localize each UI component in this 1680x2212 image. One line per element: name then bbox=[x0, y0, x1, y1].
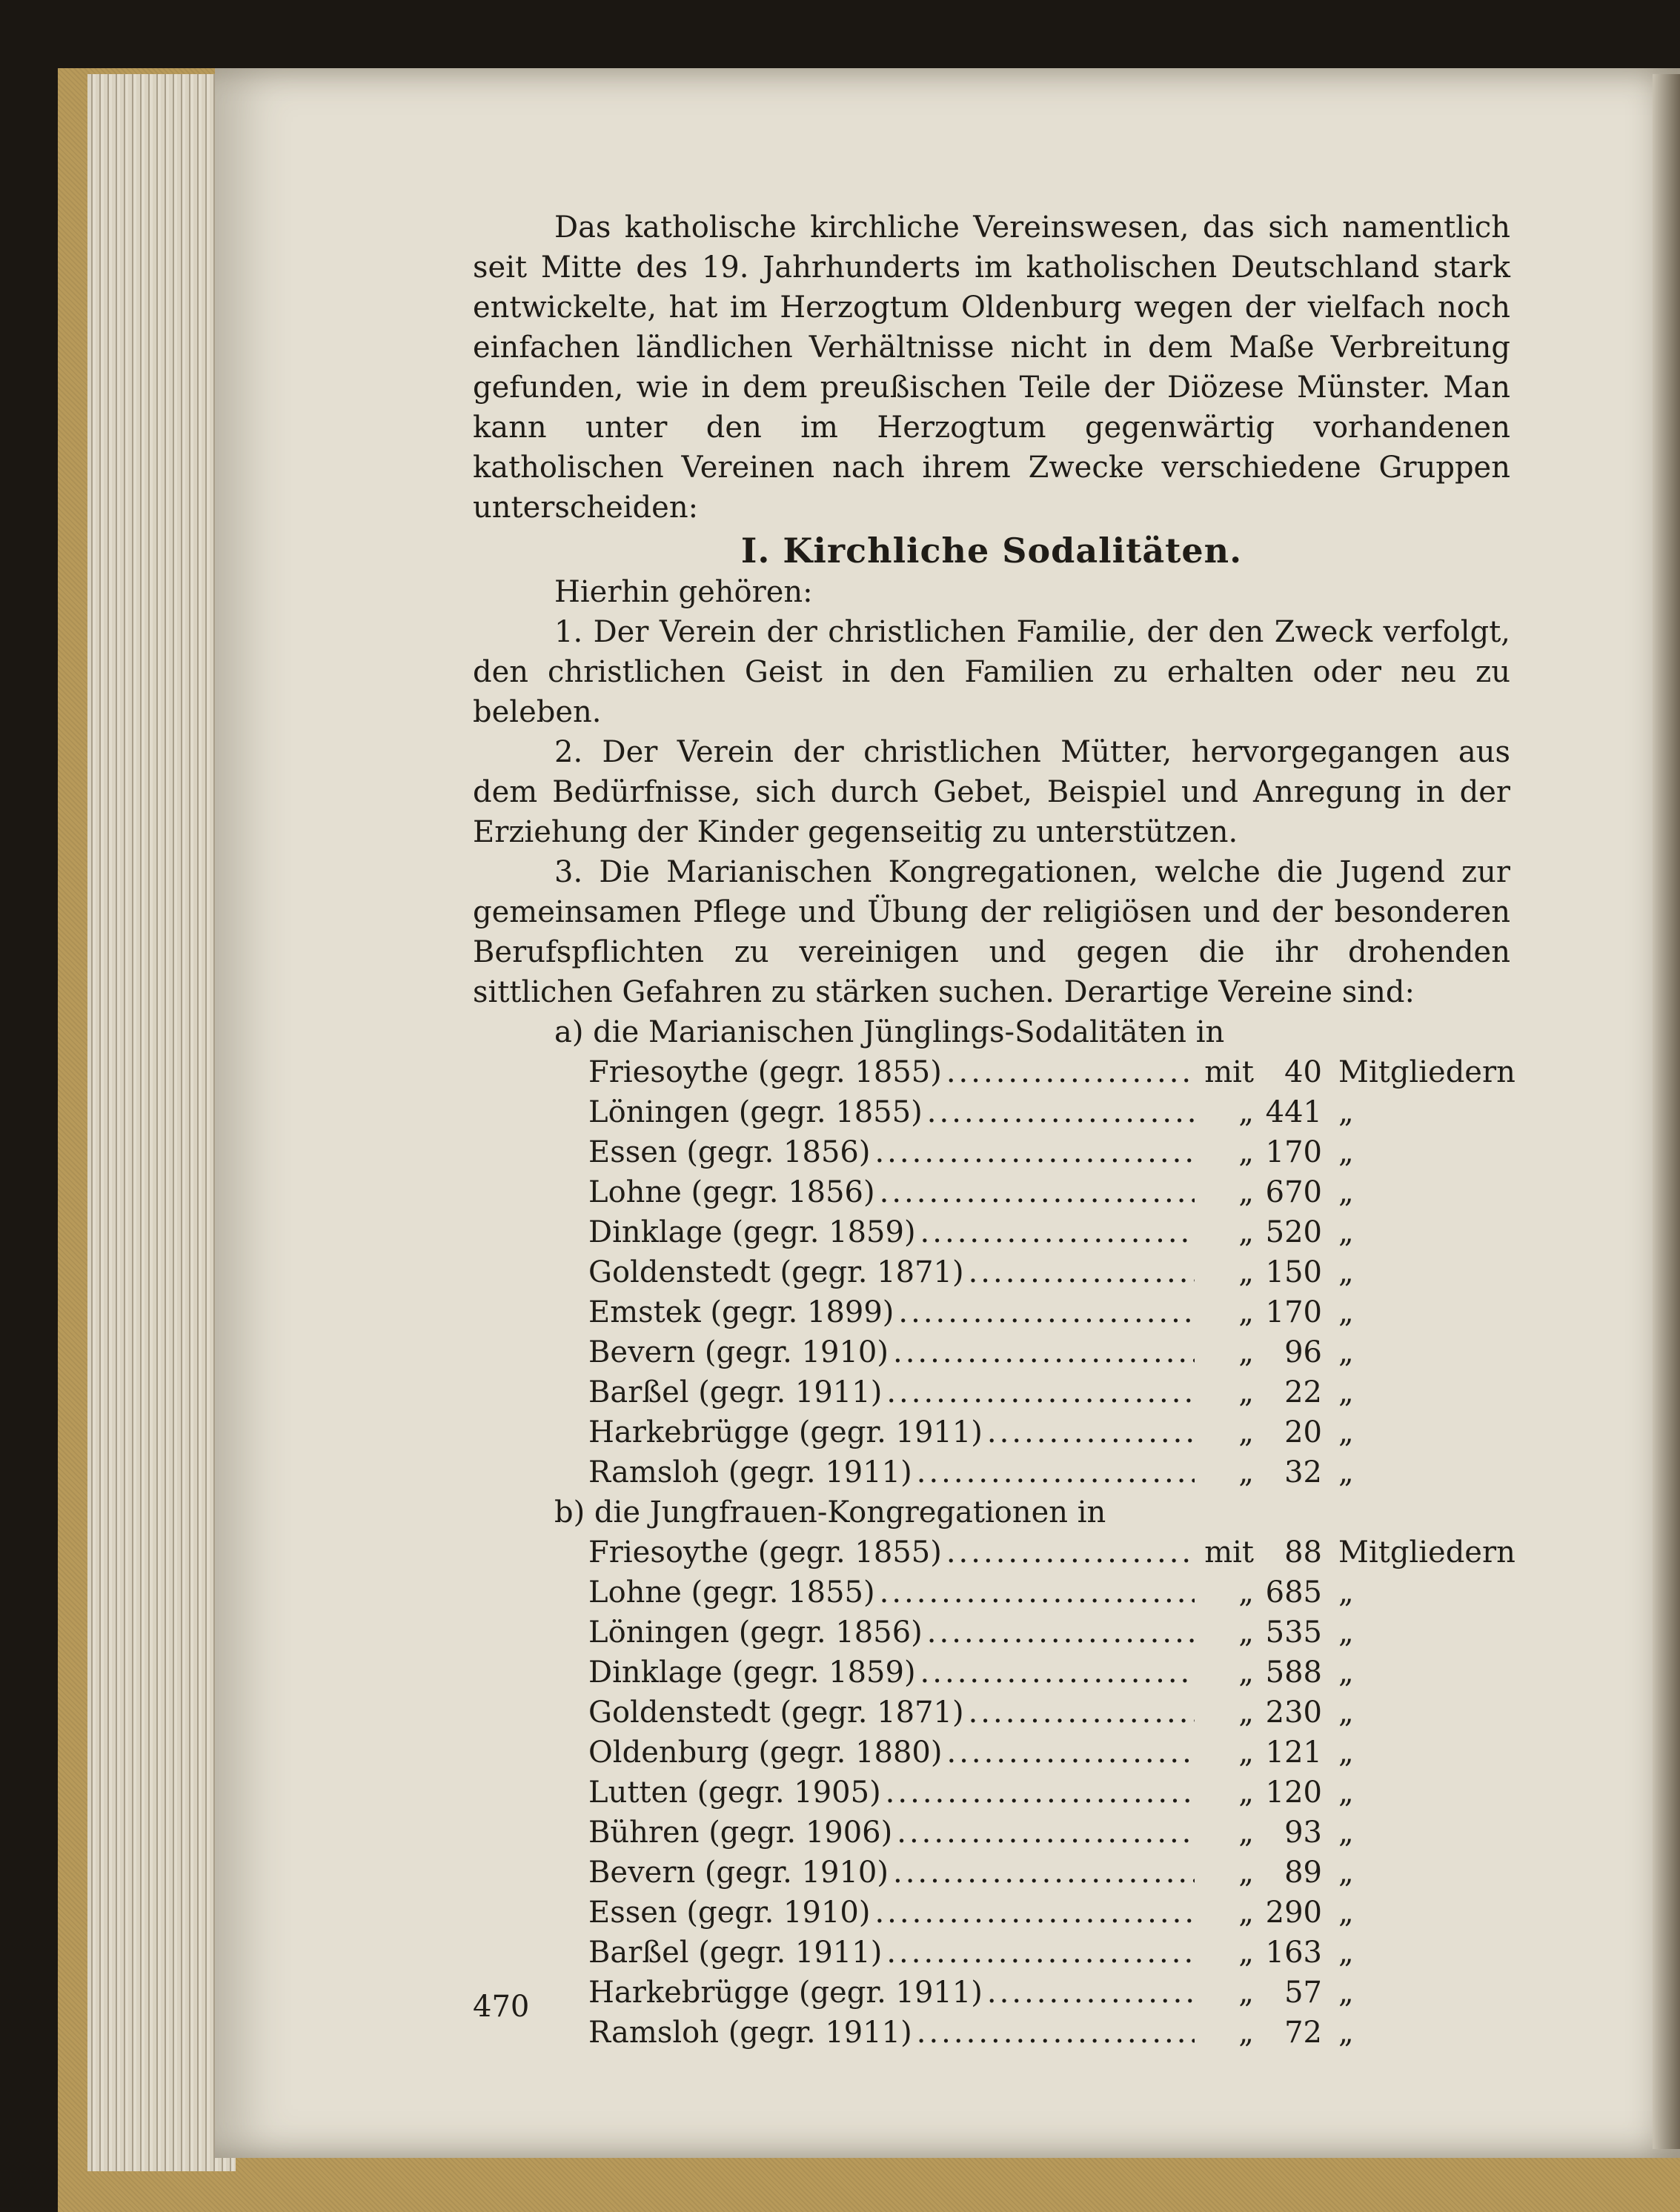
book-gutter-shadow bbox=[1653, 74, 1680, 2149]
row-unit: „ bbox=[1338, 1135, 1354, 1169]
list-row bbox=[473, 1052, 1515, 1092]
row-name: Oldenburg (gegr. 1880) bbox=[588, 1736, 943, 1770]
row-unit: „ bbox=[1338, 1615, 1354, 1650]
list-row bbox=[473, 1132, 1510, 1172]
row-mit: „ bbox=[1238, 1375, 1254, 1409]
row-name: Lohne (gegr. 1856) bbox=[588, 1175, 875, 1209]
row-count: 89 bbox=[1284, 1856, 1322, 1890]
row-count: 441 bbox=[1265, 1095, 1322, 1129]
row-mit: „ bbox=[1238, 1976, 1254, 2010]
row-leader-dots bbox=[920, 1653, 1195, 1693]
row-unit: „ bbox=[1338, 1936, 1354, 1970]
list-row bbox=[473, 1572, 1510, 1612]
row-count: 88 bbox=[1284, 1535, 1322, 1570]
row-leader-dots bbox=[874, 1893, 1195, 1933]
row-unit: „ bbox=[1338, 1856, 1354, 1890]
row-count: 72 bbox=[1284, 2016, 1322, 2050]
list-row bbox=[473, 1092, 1510, 1132]
row-leader-dots bbox=[920, 1212, 1195, 1252]
row-leader-dots bbox=[987, 1412, 1195, 1452]
row-leader-dots bbox=[886, 1933, 1195, 1973]
list-a-heading: a) die Marianischen Jünglings-Sodalitäten in bbox=[554, 1015, 1225, 1049]
row-unit: „ bbox=[1338, 1295, 1354, 1329]
row-mit: „ bbox=[1238, 1255, 1254, 1289]
row-leader-dots bbox=[874, 1132, 1195, 1172]
section-heading: I. Kirchliche Sodalitäten. bbox=[740, 531, 1243, 571]
row-unit: „ bbox=[1338, 1736, 1354, 1770]
row-mit: „ bbox=[1238, 1615, 1254, 1650]
row-leader-dots bbox=[969, 1252, 1195, 1292]
row-mit: „ bbox=[1238, 1175, 1254, 1209]
row-count: 22 bbox=[1284, 1375, 1322, 1409]
row-name: Barßel (gegr. 1911) bbox=[588, 1936, 883, 1970]
row-leader-dots bbox=[946, 1733, 1195, 1773]
row-mit: „ bbox=[1238, 1816, 1254, 1850]
row-name: Harkebrügge (gegr. 1911) bbox=[588, 1415, 983, 1449]
row-name: Bühren (gegr. 1906) bbox=[588, 1816, 893, 1850]
row-count: 93 bbox=[1284, 1816, 1322, 1850]
row-unit: „ bbox=[1338, 1976, 1354, 2010]
row-count: 520 bbox=[1265, 1215, 1322, 1249]
row-unit: „ bbox=[1338, 1215, 1354, 1249]
row-mit: „ bbox=[1238, 2016, 1254, 2050]
row-mit: „ bbox=[1238, 1415, 1254, 1449]
row-mit: „ bbox=[1238, 1936, 1254, 1970]
row-name: Dinklage (gegr. 1859) bbox=[588, 1655, 916, 1690]
page-text bbox=[473, 207, 1515, 2053]
row-count: 120 bbox=[1265, 1776, 1322, 1810]
list-row bbox=[473, 1693, 1510, 1733]
row-name: Friesoythe (gegr. 1855) bbox=[588, 1055, 942, 1089]
row-name: Goldenstedt (gegr. 1871) bbox=[588, 1695, 964, 1730]
row-count: 290 bbox=[1265, 1896, 1322, 1930]
row-unit: „ bbox=[1338, 1335, 1354, 1369]
row-name: Löningen (gegr. 1856) bbox=[588, 1615, 923, 1650]
row-unit: Mitgliedern bbox=[1338, 1055, 1515, 1089]
list-row bbox=[473, 1653, 1510, 1693]
row-leader-dots bbox=[898, 1292, 1195, 1332]
row-unit: „ bbox=[1338, 1816, 1354, 1850]
row-mit: mit bbox=[1204, 1055, 1254, 1089]
list-row bbox=[473, 1733, 1510, 1773]
row-name: Ramsloh (gegr. 1911) bbox=[588, 1455, 912, 1489]
row-unit: „ bbox=[1338, 1415, 1354, 1449]
row-mit: „ bbox=[1238, 1335, 1254, 1369]
row-leader-dots bbox=[880, 1572, 1195, 1612]
row-name: Essen (gegr. 1910) bbox=[588, 1896, 871, 1930]
page-number: 470 bbox=[473, 1990, 530, 2024]
list-row bbox=[473, 1212, 1510, 1252]
row-mit: „ bbox=[1238, 1215, 1254, 1249]
row-leader-dots bbox=[886, 1372, 1195, 1412]
list-row bbox=[473, 1973, 1510, 2013]
list-row bbox=[473, 2013, 1510, 2053]
row-count: 170 bbox=[1265, 1295, 1322, 1329]
hierhin-line: Hierhin gehören: bbox=[554, 575, 813, 609]
row-name: Lohne (gegr. 1855) bbox=[588, 1575, 875, 1610]
row-count: 685 bbox=[1265, 1575, 1322, 1610]
list-row bbox=[473, 1172, 1510, 1212]
row-leader-dots bbox=[969, 1693, 1195, 1733]
row-name: Ramsloh (gegr. 1911) bbox=[588, 2016, 912, 2050]
row-mit: „ bbox=[1238, 1135, 1254, 1169]
row-mit: „ bbox=[1238, 1655, 1254, 1690]
row-unit: „ bbox=[1338, 1095, 1354, 1129]
row-count: 170 bbox=[1265, 1135, 1322, 1169]
row-leader-dots bbox=[886, 1773, 1195, 1813]
row-count: 230 bbox=[1265, 1695, 1322, 1730]
row-name: Bevern (gegr. 1910) bbox=[588, 1856, 889, 1890]
list-row bbox=[473, 1252, 1510, 1292]
list-row bbox=[473, 1332, 1510, 1372]
list-row bbox=[473, 1372, 1510, 1412]
row-leader-dots bbox=[946, 1052, 1195, 1092]
row-count: 670 bbox=[1265, 1175, 1322, 1209]
row-count: 121 bbox=[1265, 1736, 1322, 1770]
row-name: Barßel (gegr. 1911) bbox=[588, 1375, 883, 1409]
row-count: 163 bbox=[1265, 1936, 1322, 1970]
row-unit: „ bbox=[1338, 1375, 1354, 1409]
row-mit: „ bbox=[1238, 1856, 1254, 1890]
row-mit: „ bbox=[1238, 1896, 1254, 1930]
row-mit: mit bbox=[1204, 1535, 1254, 1570]
row-leader-dots bbox=[917, 2013, 1195, 2053]
item-1-paragraph: 1. Der Verein der christlichen Familie, der den Zweck verfolgt, den christlichen Geist in den Familien zu erhalten oder neu zu beleben. bbox=[473, 615, 1510, 729]
list-row bbox=[473, 1412, 1510, 1452]
list-row bbox=[473, 1532, 1515, 1572]
row-count: 535 bbox=[1265, 1615, 1322, 1650]
row-name: Goldenstedt (gegr. 1871) bbox=[588, 1255, 964, 1289]
row-leader-dots bbox=[927, 1612, 1195, 1653]
row-mit: „ bbox=[1238, 1736, 1254, 1770]
row-leader-dots bbox=[917, 1452, 1195, 1492]
row-mit: „ bbox=[1238, 1575, 1254, 1610]
item-3-paragraph: 3. Die Marianischen Kongregationen, welche die Jugend zur gemeinsamen Pflege und Übung der religiösen und der besonderen Berufspflichten zu vereinigen und gegen die ihr drohenden sittlichen Gefahren zu stärken suchen. Derartige Vereine sind: bbox=[473, 855, 1510, 1009]
list-a bbox=[473, 1052, 1515, 1492]
row-leader-dots bbox=[987, 1973, 1195, 2013]
row-leader-dots bbox=[893, 1853, 1195, 1893]
row-unit: „ bbox=[1338, 1655, 1354, 1690]
row-unit: „ bbox=[1338, 2016, 1354, 2050]
row-unit: „ bbox=[1338, 1455, 1354, 1489]
row-count: 57 bbox=[1284, 1976, 1322, 2010]
row-name: Bevern (gegr. 1910) bbox=[588, 1335, 889, 1369]
row-name: Friesoythe (gegr. 1855) bbox=[588, 1535, 942, 1570]
row-unit: Mitgliedern bbox=[1338, 1535, 1515, 1570]
row-name: Essen (gegr. 1856) bbox=[588, 1135, 871, 1169]
row-count: 40 bbox=[1284, 1055, 1322, 1089]
list-b bbox=[473, 1532, 1515, 2053]
row-name: Dinklage (gegr. 1859) bbox=[588, 1215, 916, 1249]
row-leader-dots bbox=[897, 1813, 1195, 1853]
list-row bbox=[473, 1813, 1510, 1853]
intro-paragraph: Das katholische kirchliche Vereinswesen, das sich namentlich seit Mitte des 19. Jahrhunderts im katholischen Deutschland stark entwickelte, hat im Herzogtum Oldenburg wegen der vielfach noch einfachen ländlichen Verhältnisse nicht in dem Maße Verbreitung gefunden, wie in dem preußischen Teile der Diözese Münster. Man kann unter den im Herzogtum gegenwärtig vorhandenen katholischen Vereinen nach ihrem Zwecke verschiedene Gruppen unterscheiden: bbox=[473, 210, 1510, 525]
row-name: Emstek (gegr. 1899) bbox=[588, 1295, 894, 1329]
row-count: 150 bbox=[1265, 1255, 1322, 1289]
row-leader-dots bbox=[880, 1172, 1195, 1212]
row-leader-dots bbox=[893, 1332, 1195, 1372]
row-mit: „ bbox=[1238, 1455, 1254, 1489]
list-row bbox=[473, 1933, 1510, 1973]
row-mit: „ bbox=[1238, 1776, 1254, 1810]
row-unit: „ bbox=[1338, 1175, 1354, 1209]
row-name: Lutten (gegr. 1905) bbox=[588, 1776, 881, 1810]
row-mit: „ bbox=[1238, 1295, 1254, 1329]
row-mit: „ bbox=[1238, 1695, 1254, 1730]
page-edges bbox=[87, 74, 236, 2171]
list-row bbox=[473, 1853, 1510, 1893]
row-name: Harkebrügge (gegr. 1911) bbox=[588, 1976, 983, 2010]
row-leader-dots bbox=[927, 1092, 1195, 1132]
row-unit: „ bbox=[1338, 1776, 1354, 1810]
row-unit: „ bbox=[1338, 1695, 1354, 1730]
list-row bbox=[473, 1773, 1510, 1813]
row-leader-dots bbox=[946, 1532, 1195, 1572]
row-count: 32 bbox=[1284, 1455, 1322, 1489]
row-count: 588 bbox=[1265, 1655, 1322, 1690]
list-row bbox=[473, 1893, 1510, 1933]
list-row bbox=[473, 1452, 1510, 1492]
row-count: 96 bbox=[1284, 1335, 1322, 1369]
row-unit: „ bbox=[1338, 1255, 1354, 1289]
list-row bbox=[473, 1612, 1510, 1653]
list-b-heading: b) die Jungfrauen-Kongregationen in bbox=[554, 1495, 1106, 1530]
row-name: Löningen (gegr. 1855) bbox=[588, 1095, 923, 1129]
row-count: 20 bbox=[1284, 1415, 1322, 1449]
list-row bbox=[473, 1292, 1510, 1332]
item-2-paragraph: 2. Der Verein der christlichen Mütter, hervorgegangen aus dem Bedürfnisse, sich durch Gebet, Beispiel und Anregung in der Erziehung der Kinder gegenseitig zu unterstützen. bbox=[473, 735, 1510, 849]
row-unit: „ bbox=[1338, 1575, 1354, 1610]
row-unit: „ bbox=[1338, 1896, 1354, 1930]
row-mit: „ bbox=[1238, 1095, 1254, 1129]
